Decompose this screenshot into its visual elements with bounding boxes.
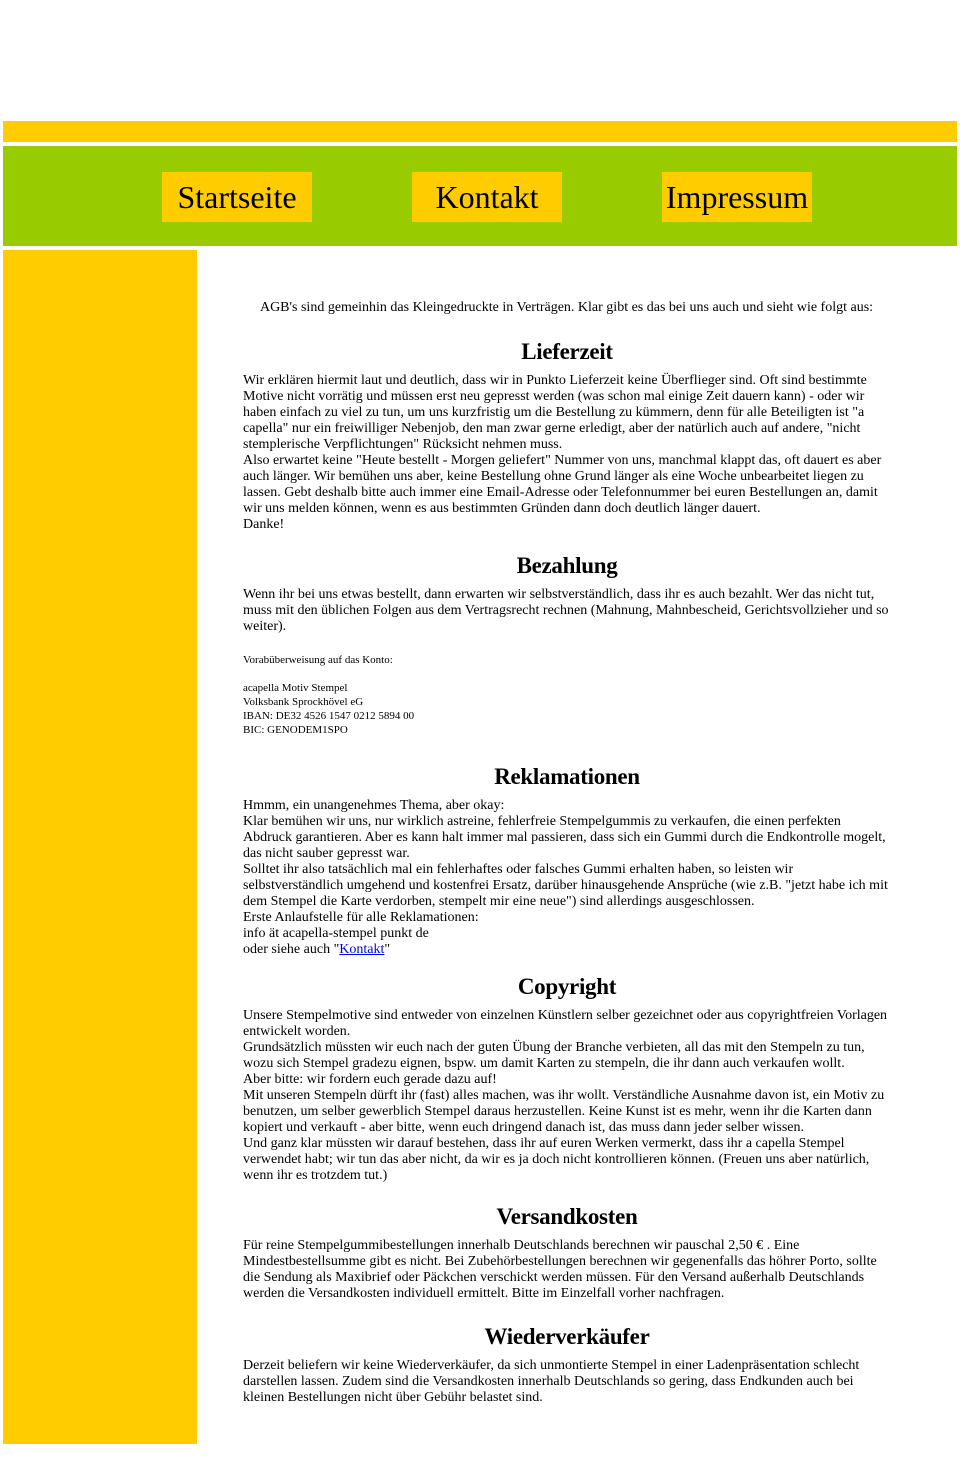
bic-value: BIC: GENODEM1SPO	[243, 724, 348, 736]
transfer-label: Vorabüberweisung auf das Konto:	[243, 654, 393, 666]
heading-reklamationen: Reklamationen	[494, 764, 640, 789]
paragraph	[243, 942, 891, 958]
section-reklamationen	[243, 763, 891, 958]
heading-copyright: Copyright	[517, 974, 617, 999]
contact-email: info ät acapella-stempel punkt de	[243, 926, 429, 941]
paragraph: Hmmm, ein unangenehmes Thema, aber okay:	[243, 798, 505, 813]
text: oder siehe auch "	[243, 942, 340, 957]
paragraph: Unsere Stempelmotive sind entweder von einzelnen Künstlern selber gezeichnet oder aus copyrightfreien Vorlagen entwickelt worden.	[243, 1008, 888, 1039]
bank-name: Volksbank Sprockhövel eG	[243, 696, 364, 708]
section-wiederverkaeufer	[243, 1323, 891, 1406]
left-sidebar	[3, 250, 197, 1444]
account-name: acapella Motiv Stempel	[243, 682, 348, 694]
nav-impressum-button[interactable]: Impressum	[662, 172, 812, 222]
nav-startseite-button[interactable]: Startseite	[162, 172, 312, 222]
paragraph: Für reine Stempelgummibestellungen innerhalb Deutschlands berechnen wir pauschal 2,50 € . Eine Mindestbestellsumme gibt es nicht. Bei Zubehörbestellungen berechnen wir gegenenfalls das höhrer Porto, sollte die Sendung als Maxibrief oder Päckchen verschickt werden müssen. Für den Versand außerhalb Deutschlands werden die Versandkosten individuell ermittelt. Bitte im Einzelfall vorher nachfragen.	[243, 1238, 877, 1301]
section-bezahlung	[243, 552, 891, 737]
section-versandkosten	[243, 1203, 891, 1302]
intro-text: AGB's sind gemeinhin das Kleingedruckte in Verträgen. Klar gibt es das bei uns auch und sieht wie folgt aus:	[259, 300, 874, 315]
paragraph: Solltet ihr also tatsächlich mal ein fehlerhaftes oder falsches Gummi erhalten haben, so leisten wir selbstverständlich umgehend und kostenfrei Ersatz, darüber hinausgehende Ansprüche (wie z.B. "jetzt habe ich mit dem Stempel die Karte verdorben, stempelt mir eine neue") sind allerdings ausgeschlossen.	[243, 862, 888, 909]
kontakt-link[interactable]: Kontakt	[339, 942, 385, 957]
text: "	[384, 942, 391, 957]
paragraph: Wenn ihr bei uns etwas bestellt, dann erwarten wir selbstverständlich, dass ihr es auch bezahlt. Wer das nicht tut, muss mit den üblichen Folgen aus dem Vertragsrecht rechnen (Mahnung, Mahnbescheid, Gerichtsvollzieher und so weiter).	[243, 587, 889, 634]
heading-wiederverkaeufer: Wiederverkäufer	[484, 1324, 650, 1349]
heading-bezahlung: Bezahlung	[516, 553, 618, 578]
heading-lieferzeit: Lieferzeit	[521, 339, 613, 364]
paragraph: Erste Anlaufstelle für alle Reklamationen:	[243, 910, 479, 925]
iban-value: IBAN: DE32 4526 1547 0212 5894 00	[243, 710, 415, 722]
paragraph: Also erwartet keine "Heute bestellt - Morgen geliefert" Nummer von uns, manchmal klappt das, oft dauert es aber auch länger. Wir bemühen uns aber, keine Bestellung ohne Grund länger als eine Woche unbearbeitet liegen zu lassen. Gebt deshalb bitte auch immer eine Email-Adresse oder Telefonnummer bei euren Bestellungen an, damit wir uns melden können, wenn es aus bestimmten Gründen dann doch deutlich länger dauert.	[243, 453, 882, 516]
paragraph: Mit unseren Stempeln dürft ihr (fast) alles machen, was ihr wollt. Verständliche Ausnahme davon ist, ein Motiv zu benutzen, um selber gewerblich Stempel daraus herzustellen. Keine Kunst ist es mehr, wenn ihr die Karten dann kopiert und verkauft - aber bitte, wenn euch dringend danach ist, das muss dann jeder selber wissen.	[243, 1088, 885, 1135]
paragraph: Klar bemühen wir uns, nur wirklich astreine, fehlerfreie Stempelgummis zu verkaufen, die einen perfekten Abdruck garantieren. Aber es kann halt immer mal passieren, dass sich ein Gummi durch die Endkontrolle mogelt, das nicht sauber gepresst war.	[243, 814, 886, 861]
section-copyright	[243, 973, 891, 1184]
navigation-bar	[3, 146, 957, 246]
top-accent-bar	[3, 121, 957, 142]
paragraph: Danke!	[243, 517, 285, 532]
paragraph: Und ganz klar müssten wir darauf bestehen, dass ihr auf euren Werken vermerkt, dass ihr a capella Stempel verwendet habt; wir tun das aber nicht, da wir es ja doch nicht kontrollieren können. (Freuen uns aber natürlich, wenn ihr es trotzdem tut.)	[243, 1136, 870, 1183]
paragraph: Derzeit beliefern wir keine Wiederverkäufer, da sich unmontierte Stempel in einer Ladenpräsentation schlecht darstellen lassen. Zudem sind die Versandkosten innerhalb Deutschlands so gering, dass Endkunden auch bei kleinen Bestellungen nicht über Gebühr belastet sind.	[243, 1358, 860, 1405]
heading-versandkosten: Versandkosten	[496, 1204, 638, 1229]
section-lieferzeit	[243, 338, 891, 533]
paragraph: Grundsätzlich müssten wir euch nach der guten Übung der Branche verbieten, all das mit den Stempeln zu tun, wozu sich Stempel gradezu eignen, bspw. um damit Karten zu stempeln, die ihr dann auch verkaufen wollt.	[243, 1040, 865, 1071]
paragraph: Aber bitte: wir fordern euch gerade dazu auf!	[243, 1072, 497, 1087]
paragraph: Wir erklären hiermit laut und deutlich, dass wir in Punkto Lieferzeit keine Überflieger sind. Oft sind bestimmte Motive nicht vorrätig und müssen erst neu gepresst werden (was schon mal einige Zeit dauern kann) - oder wir haben einfach zu viel zu tun, um uns kurzfristig um die Bestellung zu kümmern, denn für alle Beteiligten ist "a capella" nur ein freiwilliger Nebenjob, den man zwar gerne erledigt, aber der natürlich auch auf andere, "nicht stemplerische Verpflichtungen" Rücksicht nehmen muss.	[243, 373, 867, 452]
nav-kontakt-button[interactable]: Kontakt	[412, 172, 562, 222]
